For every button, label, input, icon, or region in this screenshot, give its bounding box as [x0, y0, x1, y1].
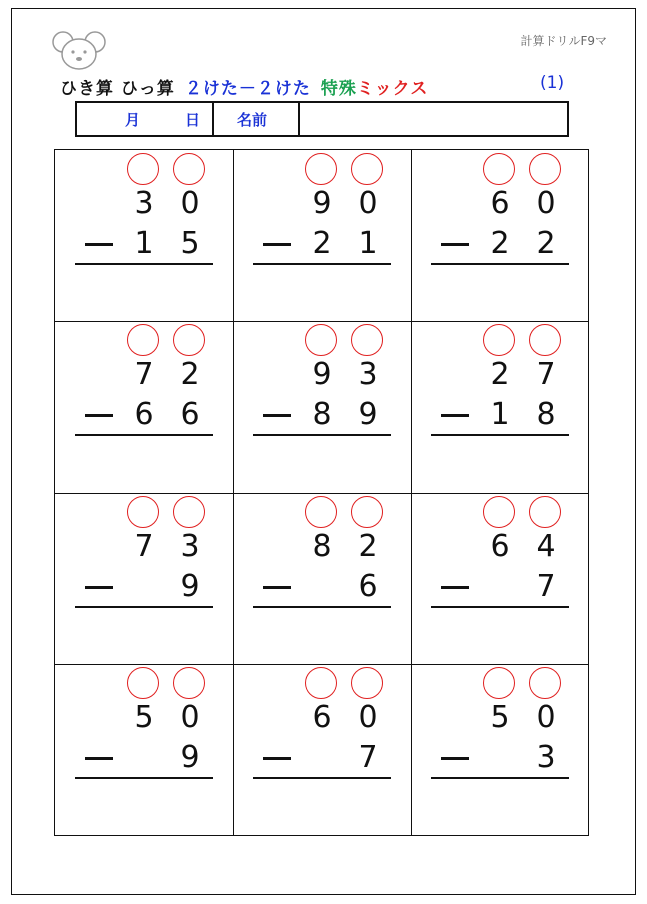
- problem-cell: [55, 321, 233, 492]
- answer-area[interactable]: [253, 439, 391, 483]
- subtrahend-digit: 6: [134, 397, 154, 432]
- subtrahend-digit: 8: [536, 397, 556, 432]
- info-divider: [298, 103, 300, 135]
- answer-area[interactable]: [431, 268, 569, 312]
- answer-line: [431, 434, 569, 436]
- answer-line: [75, 606, 213, 608]
- title-digits: ２けた－２けた: [184, 79, 311, 99]
- subtrahend-digit: 1: [358, 226, 378, 261]
- answer-line: [253, 606, 391, 608]
- minuend-digit: 0: [180, 186, 200, 221]
- carry-circle[interactable]: [483, 667, 515, 699]
- minus-sign: [441, 243, 469, 246]
- minus-sign: [441, 414, 469, 417]
- minus-sign: [85, 414, 113, 417]
- answer-area[interactable]: [75, 439, 213, 483]
- title-special: 特殊: [320, 79, 357, 99]
- carry-circle[interactable]: [529, 496, 561, 528]
- problem-cell: [55, 150, 233, 321]
- minuend-digit: 3: [358, 357, 378, 392]
- carry-circle[interactable]: [173, 667, 205, 699]
- carry-circle[interactable]: [127, 324, 159, 356]
- carry-circle[interactable]: [305, 153, 337, 185]
- subtrahend-digit: 7: [358, 740, 378, 775]
- subtrahend-digit: 3: [536, 740, 556, 775]
- minuend-digit: 5: [490, 700, 510, 735]
- minuend-digit: 2: [490, 357, 510, 392]
- answer-line: [75, 777, 213, 779]
- name-label: 名前: [237, 110, 268, 129]
- carry-circle[interactable]: [351, 667, 383, 699]
- title-mix: ミックス: [356, 79, 429, 99]
- answer-area[interactable]: [75, 611, 213, 655]
- minuend-digit: 4: [536, 529, 556, 564]
- minuend-digit: 9: [312, 357, 332, 392]
- minuend-digit: 6: [490, 186, 510, 221]
- minuend-digit: 7: [536, 357, 556, 392]
- info-bar: [75, 101, 569, 137]
- answer-line: [431, 263, 569, 265]
- carry-circle[interactable]: [529, 324, 561, 356]
- minuend-digit: 7: [134, 357, 154, 392]
- answer-line: [75, 263, 213, 265]
- minuend-digit: 0: [358, 186, 378, 221]
- carry-circle[interactable]: [305, 496, 337, 528]
- problem-cell: [411, 150, 589, 321]
- problem-cell: [411, 664, 589, 835]
- subtrahend-digit: 1: [134, 226, 154, 261]
- subtrahend-digit: 2: [536, 226, 556, 261]
- minus-sign: [263, 586, 291, 589]
- minuend-digit: 9: [312, 186, 332, 221]
- answer-area[interactable]: [253, 782, 391, 826]
- carry-circle[interactable]: [351, 496, 383, 528]
- minus-sign: [85, 757, 113, 760]
- answer-line: [75, 434, 213, 436]
- carry-circle[interactable]: [483, 153, 515, 185]
- answer-line: [253, 263, 391, 265]
- subtrahend-digit: 1: [490, 397, 510, 432]
- page-number: (1): [540, 73, 565, 93]
- answer-area[interactable]: [431, 439, 569, 483]
- brand-label: 計算ドリルF9マ: [520, 34, 607, 48]
- answer-area[interactable]: [75, 268, 213, 312]
- answer-line: [431, 606, 569, 608]
- carry-circle[interactable]: [173, 153, 205, 185]
- subtrahend-digit: 8: [312, 397, 332, 432]
- minuend-digit: 0: [536, 186, 556, 221]
- minus-sign: [263, 757, 291, 760]
- title-subtraction: ひき算 ひっ算: [60, 79, 175, 99]
- subtrahend-digit: 9: [180, 740, 200, 775]
- subtrahend-digit: 2: [490, 226, 510, 261]
- carry-circle[interactable]: [173, 496, 205, 528]
- problem-cell: [233, 493, 411, 664]
- carry-circle[interactable]: [173, 324, 205, 356]
- carry-circle[interactable]: [483, 324, 515, 356]
- subtrahend-digit: 6: [180, 397, 200, 432]
- minus-sign: [85, 586, 113, 589]
- day-label: 日: [185, 110, 201, 129]
- carry-circle[interactable]: [529, 153, 561, 185]
- subtrahend-digit: 5: [180, 226, 200, 261]
- minuend-digit: 6: [312, 700, 332, 735]
- answer-area[interactable]: [253, 611, 391, 655]
- carry-circle[interactable]: [351, 153, 383, 185]
- answer-line: [253, 777, 391, 779]
- minuend-digit: 2: [358, 529, 378, 564]
- problem-grid: [54, 149, 589, 836]
- problem-cell: [411, 321, 589, 492]
- minuend-digit: 2: [180, 357, 200, 392]
- mouse-face-icon: [50, 28, 108, 72]
- subtrahend-digit: 9: [180, 569, 200, 604]
- carry-circle[interactable]: [483, 496, 515, 528]
- carry-circle[interactable]: [351, 324, 383, 356]
- answer-area[interactable]: [253, 268, 391, 312]
- answer-line: [253, 434, 391, 436]
- minus-sign: [85, 243, 113, 246]
- answer-area[interactable]: [431, 782, 569, 826]
- carry-circle[interactable]: [305, 324, 337, 356]
- problem-cell: [411, 493, 589, 664]
- worksheet-title: [60, 74, 428, 99]
- minuend-digit: 0: [180, 700, 200, 735]
- problem-cell: [233, 664, 411, 835]
- answer-line: [431, 777, 569, 779]
- minus-sign: [263, 243, 291, 246]
- minuend-digit: 8: [312, 529, 332, 564]
- subtrahend-digit: 2: [312, 226, 332, 261]
- subtrahend-digit: 9: [358, 397, 378, 432]
- minus-sign: [441, 586, 469, 589]
- carry-circle[interactable]: [305, 667, 337, 699]
- problem-cell: [55, 493, 233, 664]
- carry-circle[interactable]: [127, 667, 159, 699]
- minuend-digit: 5: [134, 700, 154, 735]
- carry-circle[interactable]: [127, 153, 159, 185]
- problem-cell: [233, 150, 411, 321]
- minus-sign: [441, 757, 469, 760]
- minuend-digit: 0: [536, 700, 556, 735]
- minuend-digit: 0: [358, 700, 378, 735]
- subtrahend-digit: 7: [536, 569, 556, 604]
- month-label: 月: [125, 110, 141, 129]
- minuend-digit: 3: [180, 529, 200, 564]
- carry-circle[interactable]: [529, 667, 561, 699]
- carry-circle[interactable]: [127, 496, 159, 528]
- problem-cell: [55, 664, 233, 835]
- answer-area[interactable]: [431, 611, 569, 655]
- minuend-digit: 7: [134, 529, 154, 564]
- answer-area[interactable]: [75, 782, 213, 826]
- minuend-digit: 3: [134, 186, 154, 221]
- minus-sign: [263, 414, 291, 417]
- problem-cell: [233, 321, 411, 492]
- subtrahend-digit: 6: [358, 569, 378, 604]
- info-divider: [212, 103, 214, 135]
- minuend-digit: 6: [490, 529, 510, 564]
- name-field[interactable]: [309, 103, 559, 135]
